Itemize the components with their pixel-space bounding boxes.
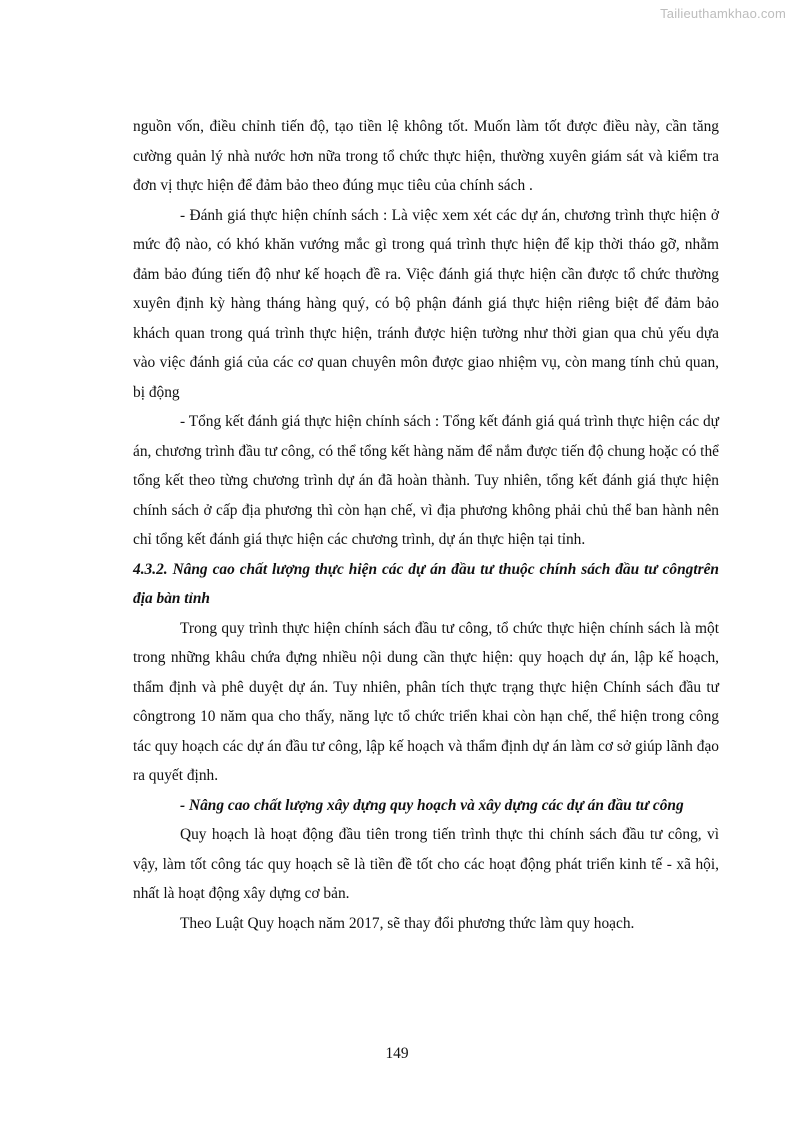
paragraph-continuation: nguồn vốn, điều chỉnh tiến độ, tạo tiền lệ không tốt. Muốn làm tốt được điều này, cần tăng cường quản lý nhà nước hơn nữa trong tổ chức thực hiện, thường xuyên giám sát và kiểm tra đơn vị thực hiện để đảm bảo theo đúng mục tiêu của chính sách .: [133, 118, 719, 194]
paragraph-planning: Quy hoạch là hoạt động đầu tiên trong tiến trình thực thi chính sách đầu tư công, vì vậy, làm tốt công tác quy hoạch sẽ là tiền đề tốt cho các hoạt động phát triển kinh tế - xã hội, nhất là hoạt động xây dựng cơ bản.: [133, 826, 719, 902]
watermark: Tailieuthamkhao.com: [660, 6, 786, 21]
page-number: 149: [385, 1045, 409, 1062]
subheading-planning-quality: - Nâng cao chất lượng xây dựng quy hoạch và xây dựng các dự án đầu tư công: [180, 796, 684, 814]
paragraph-policy-evaluation: - Đánh giá thực hiện chính sách : Là việc xem xét các dự án, chương trình thực hiện ở mức độ nào, có khó khăn vướng mắc gì trong quá trình thực hiện để kịp thời tháo gỡ, nhằm đảm bảo đúng tiến độ như kế hoạch đề ra. Việc đánh giá thực hiện cần được tổ chức thường xuyên định kỳ hàng tháng hàng quý, có bộ phận đánh giá thực hiện riêng biệt để đảm bảo khách quan trong quá trình thực hiện, tránh được hiện tường như thời gian qua chủ yếu dựa vào việc đánh giá của các cơ quan chuyên môn được giao nhiệm vụ, còn mang tính chủ quan, bị động: [133, 206, 719, 401]
section-heading-4-3-2: 4.3.2. Nâng cao chất lượng thực hiện các dự án đầu tư thuộc chính sách đầu tư côngtrên địa bàn tỉnh: [133, 560, 719, 607]
document-body: [133, 112, 719, 938]
paragraph-implementation-process: Trong quy trình thực hiện chính sách đầu tư công, tổ chức thực hiện chính sách là một trong những khâu chứa đựng nhiều nội dung cần thực hiện: quy hoạch dự án, lập kế hoạch, thẩm định và phê duyệt dự án. Tuy nhiên, phân tích thực trạng thực hiện Chính sách đầu tư côngtrong 10 năm qua cho thấy, năng lực tổ chức triển khai còn hạn chế, thể hiện trong công tác quy hoạch các dự án đầu tư công, lập kế hoạch và thẩm định dự án làm cơ sở giúp lãnh đạo ra quyết định.: [133, 619, 719, 784]
paragraph-policy-summary: - Tổng kết đánh giá thực hiện chính sách : Tổng kết đánh giá quá trình thực hiện các dự án, chương trình đầu tư công, có thể tổng kết hàng năm để nắm được tiến độ chung hoặc có thể tổng kết theo từng chương trình dự án đã hoàn thành. Tuy nhiên, tổng kết đánh giá thực hiện chính sách ở cấp địa phương thì còn hạn chế, vì địa phương không phải chủ thể ban hành nên chỉ tổng kết đánh giá thực hiện các chương trình, dự án thực hiện tại tỉnh.: [133, 413, 719, 548]
paragraph-planning-law: Theo Luật Quy hoạch năm 2017, sẽ thay đổi phương thức làm quy hoạch.: [180, 914, 635, 932]
